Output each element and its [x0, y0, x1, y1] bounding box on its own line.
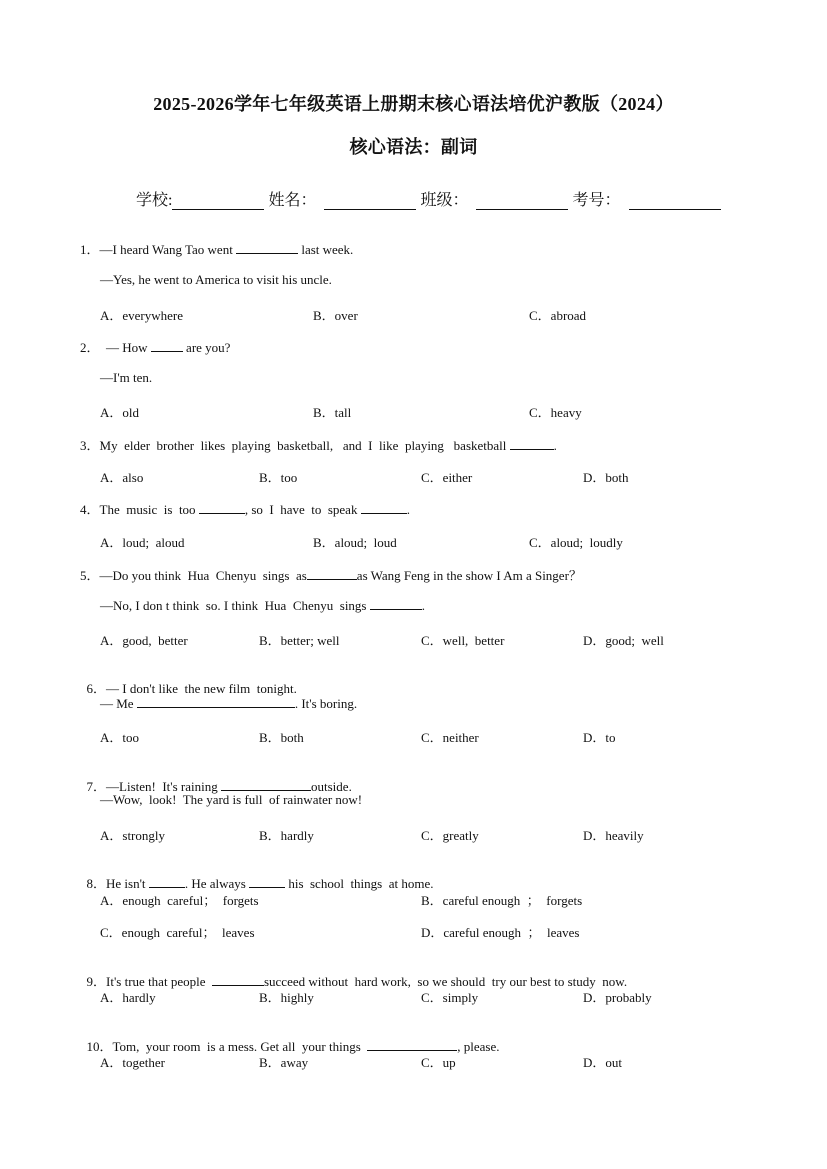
option-c[interactable]: C．well, better	[421, 633, 505, 648]
question-text: — Me	[100, 696, 137, 711]
option-c[interactable]: C．up	[421, 1055, 456, 1070]
question-line: —Wow, look! The yard is full of rainwater now!	[100, 792, 363, 807]
question-8	[80, 857, 434, 892]
question-number: 8．	[86, 876, 107, 891]
option-c[interactable]: C．abroad	[529, 308, 587, 323]
option-a[interactable]: A．together	[100, 1055, 165, 1070]
option-b[interactable]: B．tall	[313, 405, 352, 420]
option-d[interactable]: D．careful enough ； leaves	[421, 925, 580, 940]
question-line: —I'm ten.	[100, 370, 153, 385]
question-line	[100, 597, 425, 614]
question-number: 6．	[86, 681, 107, 696]
exam-no-field[interactable]	[629, 191, 721, 210]
question-7	[80, 760, 352, 795]
question-number: 3．	[80, 438, 100, 453]
school-label: 学校:	[136, 192, 173, 209]
question-text: . It's boring.	[294, 696, 358, 711]
question-3	[80, 435, 557, 454]
option-d[interactable]: D．both	[583, 470, 629, 485]
question-4	[80, 499, 410, 518]
option-d[interactable]: D．out	[583, 1055, 623, 1070]
option-b[interactable]: B．aloud; loud	[313, 535, 397, 550]
answer-blank[interactable]	[249, 875, 285, 888]
answer-blank[interactable]	[367, 1038, 457, 1051]
question-number: 2．	[80, 340, 100, 355]
school-field[interactable]	[172, 191, 264, 210]
question-text: — I don't like the new film tonight.	[106, 681, 297, 696]
answer-blank[interactable]	[137, 695, 295, 708]
option-b[interactable]: B．better; well	[259, 633, 340, 648]
option-c[interactable]: C．heavy	[529, 405, 582, 420]
question-number: 5．	[80, 568, 100, 583]
question-line	[100, 695, 357, 712]
option-a[interactable]: A．also	[100, 470, 144, 485]
answer-blank[interactable]	[361, 501, 407, 514]
answer-blank[interactable]	[236, 241, 298, 254]
question-text: — How	[99, 340, 151, 355]
question-text: .	[421, 598, 425, 613]
answer-blank[interactable]	[151, 339, 183, 352]
class-field[interactable]	[476, 191, 568, 210]
question-text: He isn't	[106, 876, 149, 891]
question-number: 7．	[86, 779, 107, 794]
question-text: , so I have to speak	[244, 502, 361, 517]
option-b[interactable]: B．too	[259, 470, 298, 485]
option-a[interactable]: A．hardly	[100, 990, 156, 1005]
document-title: 2025-2026学年七年级英语上册期末核心语法培优沪教版（2024）	[153, 94, 674, 114]
answer-blank[interactable]	[370, 597, 422, 610]
option-a[interactable]: A．strongly	[100, 828, 166, 843]
question-text: outside.	[311, 779, 352, 794]
question-5	[80, 565, 582, 584]
question-text: .	[406, 502, 410, 517]
option-c[interactable]: C．enough careful； leaves	[100, 925, 255, 940]
option-d[interactable]: D．to	[583, 730, 616, 745]
option-b[interactable]: B．hardly	[259, 828, 314, 843]
option-a[interactable]: A．everywhere	[100, 308, 184, 323]
class-label: 班级：	[420, 192, 469, 209]
question-text: .	[553, 438, 557, 453]
option-a[interactable]: A．old	[100, 405, 140, 420]
question-text: —I heard Wang Tao went	[99, 242, 237, 257]
question-number: 10．	[86, 1039, 113, 1054]
question-number: 1．	[80, 242, 100, 257]
question-text: his school things at home.	[285, 876, 434, 891]
answer-blank[interactable]	[199, 501, 245, 514]
option-a[interactable]: A．loud; aloud	[100, 535, 185, 550]
question-text: —Do you think Hua Chenyu sings as	[99, 568, 307, 583]
answer-blank[interactable]	[510, 437, 554, 450]
question-line: —Yes, he went to America to visit his uncle.	[100, 272, 332, 287]
question-number: 9．	[86, 974, 107, 989]
name-label: 姓名：	[268, 192, 317, 209]
question-6	[80, 662, 297, 697]
answer-blank[interactable]	[221, 778, 311, 791]
exam-no-label: 考号：	[572, 192, 621, 209]
option-c[interactable]: C．greatly	[421, 828, 479, 843]
question-text: are you?	[182, 340, 231, 355]
option-b[interactable]: B．highly	[259, 990, 314, 1005]
student-info-row	[136, 187, 725, 210]
question-10	[80, 1020, 499, 1055]
option-b[interactable]: B．both	[259, 730, 304, 745]
question-text: succeed without hard work, so we should try our best to study now.	[263, 974, 628, 989]
option-a[interactable]: A．enough careful； forgets	[100, 893, 259, 908]
question-text: It's true that people	[106, 974, 212, 989]
question-text: —No, I don t think so. I think Hua Chenyu sings	[100, 598, 370, 613]
option-c[interactable]: C．either	[421, 470, 473, 485]
question-text: Tom, your room is a mess. Get all your things	[112, 1039, 368, 1054]
answer-blank[interactable]	[307, 567, 357, 580]
question-text: as Wang Feng in the show I Am a Singer？	[356, 568, 582, 583]
option-c[interactable]: C．neither	[421, 730, 479, 745]
question-2	[80, 337, 230, 356]
option-d[interactable]: D．good; well	[583, 633, 664, 648]
option-a[interactable]: A．too	[100, 730, 140, 745]
option-b[interactable]: B．away	[259, 1055, 309, 1070]
option-b[interactable]: B．careful enough ； forgets	[421, 893, 583, 908]
question-number: 4．	[80, 502, 100, 517]
option-d[interactable]: D．heavily	[583, 828, 644, 843]
question-text: My elder brother likes playing basketball, and I like playing basketball	[99, 438, 510, 453]
option-c[interactable]: C．aloud; loudly	[529, 535, 623, 550]
option-c[interactable]: C．simply	[421, 990, 479, 1005]
document-subtitle: 核心语法：副词	[349, 137, 478, 157]
name-field[interactable]	[324, 191, 416, 210]
question-1	[80, 239, 353, 258]
answer-blank[interactable]	[212, 973, 264, 986]
question-text: , please.	[457, 1039, 500, 1054]
question-text: . He always	[184, 876, 250, 891]
question-text: The music is too	[99, 502, 199, 517]
question-text: —Listen! It's raining	[106, 779, 222, 794]
question-9	[80, 955, 627, 990]
option-b[interactable]: B．over	[313, 308, 358, 323]
option-d[interactable]: D．probably	[583, 990, 652, 1005]
question-text: last week.	[298, 242, 354, 257]
answer-blank[interactable]	[149, 875, 185, 888]
option-a[interactable]: A．good, better	[100, 633, 188, 648]
